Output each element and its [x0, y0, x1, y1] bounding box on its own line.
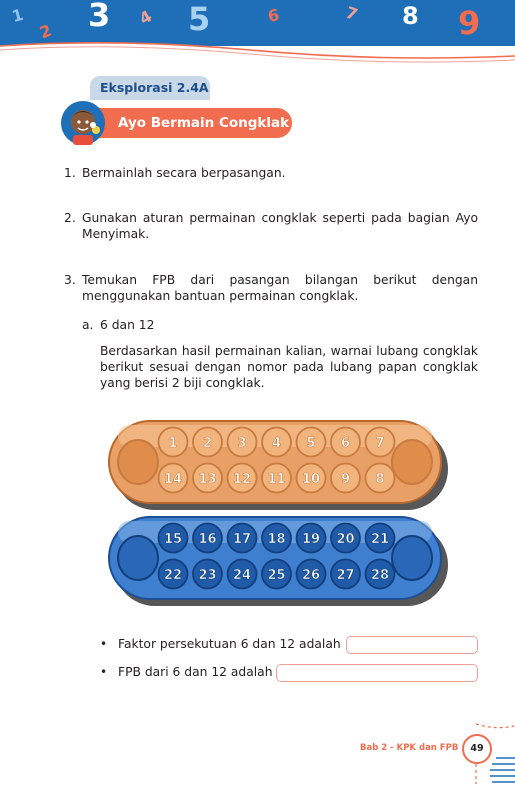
congklak-boards: [108, 420, 448, 610]
hole-number: 24: [232, 568, 252, 583]
item-number: 1.: [64, 166, 76, 180]
hole-number: 5: [306, 436, 316, 451]
hole-number: 17: [232, 532, 252, 547]
hole-21: [366, 524, 395, 553]
hole-number: 13: [198, 472, 217, 487]
store-hole-right: [392, 536, 432, 580]
hole-number: 23: [198, 568, 217, 583]
hole-number: 8: [375, 472, 385, 487]
hole-number: 3: [237, 436, 247, 451]
hole-18: [262, 524, 291, 553]
hole-number: 1: [168, 436, 178, 451]
hole-number: 14: [163, 472, 183, 487]
hole-3: [228, 428, 257, 457]
header-number-1: 1: [9, 4, 26, 27]
item-text: Temukan FPB dari pasangan bilangan berikut dengan menggunakan bantuan permainan congklak.: [82, 273, 478, 303]
hole-15: [159, 524, 188, 553]
hole-8: [366, 464, 395, 493]
item-text: Bermainlah secara berpasangan.: [82, 166, 286, 180]
exploration-tab: Eksplorasi 2.4A: [90, 76, 210, 100]
bullet-common-factors: [100, 636, 341, 652]
hole-26: [297, 560, 326, 589]
instruction-item-3: [64, 272, 478, 304]
gcd-answer-box[interactable]: [276, 664, 478, 682]
bullet-dot: •: [100, 637, 108, 651]
header-number-2: 2: [37, 20, 55, 43]
header-wave: [0, 30, 515, 66]
hole-6: [331, 428, 360, 457]
hole-number: 9: [340, 472, 351, 487]
hole-10: [297, 464, 326, 493]
store-hole-left: [118, 536, 158, 580]
hole-14: [159, 464, 188, 493]
hole-number: 16: [198, 532, 217, 547]
hole-16: [193, 524, 222, 553]
hole-19: [297, 524, 326, 553]
hole-23: [193, 560, 222, 589]
student-avatar-icon: [60, 100, 106, 146]
bullet-text: FPB dari 6 dan 12 adalah: [118, 665, 273, 679]
store-hole-left: [118, 440, 158, 484]
header-number-8: 8: [402, 2, 419, 30]
header-number-4: 4: [135, 6, 156, 29]
instruction-item-2: [64, 210, 478, 242]
hole-number: 26: [301, 568, 321, 583]
hole-number: 6: [340, 436, 351, 451]
hole-number: 21: [370, 532, 390, 547]
bullet-text: Faktor persekutuan 6 dan 12 adalah: [118, 637, 341, 651]
hole-number: 20: [336, 532, 355, 547]
congklak-board-blue: [109, 517, 448, 606]
hole-28: [366, 560, 395, 589]
hole-number: 19: [301, 532, 321, 547]
hole-17: [228, 524, 257, 553]
hole-11: [262, 464, 291, 493]
common-factors-answer-box[interactable]: [346, 636, 478, 654]
hole-25: [262, 560, 291, 589]
item-number: 3.: [64, 273, 76, 287]
hole-20: [331, 524, 360, 553]
hole-number: 4: [271, 436, 282, 451]
header-number-3: 3: [88, 0, 111, 34]
hole-number: 2: [202, 436, 213, 451]
hole-number: 28: [370, 568, 390, 583]
hole-12: [228, 464, 257, 493]
hole-number: 7: [375, 436, 385, 451]
hole-7: [366, 428, 395, 457]
hole-number: 18: [267, 532, 286, 547]
sub-item-letter: a.: [82, 318, 94, 332]
corner-decoration: [470, 722, 515, 786]
hole-24: [228, 560, 257, 589]
header-number-5: 5: [188, 0, 211, 38]
activity-title: Ayo Bermain Congklak: [88, 108, 292, 138]
header-number-7: 7: [343, 2, 361, 25]
sub-item-text: 6 dan 12: [100, 318, 155, 332]
header-number-9: 9: [458, 4, 481, 42]
store-hole-right: [392, 440, 432, 484]
hole-1: [159, 428, 188, 457]
sub-item-a: [82, 317, 478, 333]
hole-number: 10: [301, 472, 321, 487]
hole-5: [297, 428, 326, 457]
hole-number: 15: [163, 532, 183, 547]
hole-9: [331, 464, 360, 493]
sub-item-description: Berdasarkan hasil permainan kalian, warnai lubang congklak berikut sesuai dengan nomor pada lubang papan congklak yang berisi 2 biji congklak.: [100, 344, 478, 390]
hole-number: 25: [267, 568, 286, 583]
hole-number: 12: [232, 472, 252, 487]
bullet-gcd: [100, 664, 273, 680]
hole-number: 22: [163, 568, 183, 583]
item-number: 2.: [64, 211, 76, 225]
congklak-board-orange: [109, 421, 448, 510]
hole-27: [331, 560, 360, 589]
chapter-label: Bab 2 - KPK dan FPB: [360, 743, 459, 753]
hole-13: [193, 464, 222, 493]
hole-number: 11: [267, 472, 286, 487]
header-number-6: 6: [266, 5, 281, 26]
hole-4: [262, 428, 291, 457]
item-text: Gunakan aturan permainan congklak seperti pada bagian Ayo Menyimak.: [82, 211, 478, 241]
bullet-dot: •: [100, 665, 108, 679]
page-number: 49: [462, 734, 492, 764]
hole-2: [193, 428, 222, 457]
hole-22: [159, 560, 188, 589]
instruction-item-1: [64, 165, 478, 181]
hole-number: 27: [336, 568, 355, 583]
